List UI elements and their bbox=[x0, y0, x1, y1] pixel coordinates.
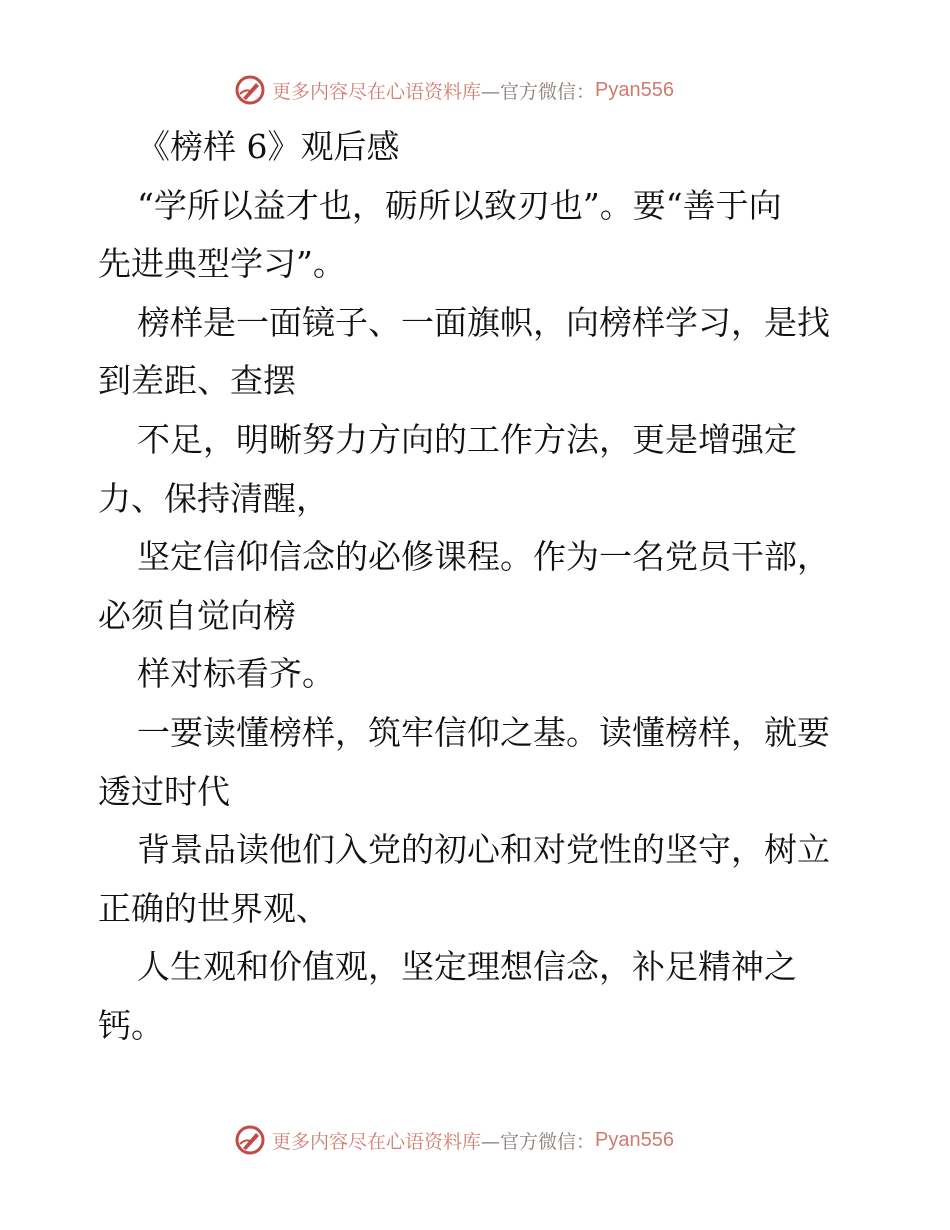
text-line: 坚定信仰信念的必修课程。作为一名党员干部， bbox=[137, 537, 830, 577]
text-line: 榜样是一面镜子、一面旗帜，向榜样学习，是找 bbox=[137, 302, 830, 342]
text-line: 背景品读他们入党的初心和对党性的坚守，树立 bbox=[137, 830, 830, 870]
quill-logo-icon bbox=[234, 74, 266, 106]
text-line: 必须自觉向榜 bbox=[98, 595, 296, 635]
text-line: 正确的世界观、 bbox=[98, 888, 329, 928]
text-line: 不足，明晰努力方向的工作方法，更是增强定 bbox=[137, 419, 797, 459]
text-line: 钙。 bbox=[98, 1005, 164, 1045]
text-line: 力、保持清醒， bbox=[98, 478, 329, 518]
text-line: “学所以益才也，砺所以致刃也”。要“善于向 bbox=[137, 185, 782, 225]
text-line: 人生观和价值观，坚定理想信念，补足精神之 bbox=[137, 947, 797, 987]
banner-separator: —官方微信： bbox=[481, 80, 596, 103]
banner-wechat-id: Pyan556 bbox=[595, 78, 674, 101]
document-title: 《榜样 6》观后感 bbox=[137, 127, 400, 166]
banner-separator: —官方微信： bbox=[481, 1130, 596, 1153]
text-line: 样对标看齐。 bbox=[137, 654, 335, 694]
text-line: 透过时代 bbox=[98, 771, 230, 811]
quill-logo-icon bbox=[234, 1124, 266, 1156]
document-body bbox=[98, 118, 858, 1056]
text-line: 先进典型学习”。 bbox=[98, 244, 346, 284]
text-line: 到差距、查摆 bbox=[98, 361, 296, 401]
footer-watermark-banner bbox=[234, 1122, 674, 1158]
header-watermark-banner bbox=[234, 72, 674, 108]
banner-text: 更多内容尽在心语资料库 bbox=[272, 1130, 482, 1153]
banner-text: 更多内容尽在心语资料库 bbox=[272, 80, 482, 103]
text-line: 一要读懂榜样，筑牢信仰之基。读懂榜样，就要 bbox=[137, 712, 830, 752]
banner-wechat-id: Pyan556 bbox=[595, 1128, 674, 1151]
